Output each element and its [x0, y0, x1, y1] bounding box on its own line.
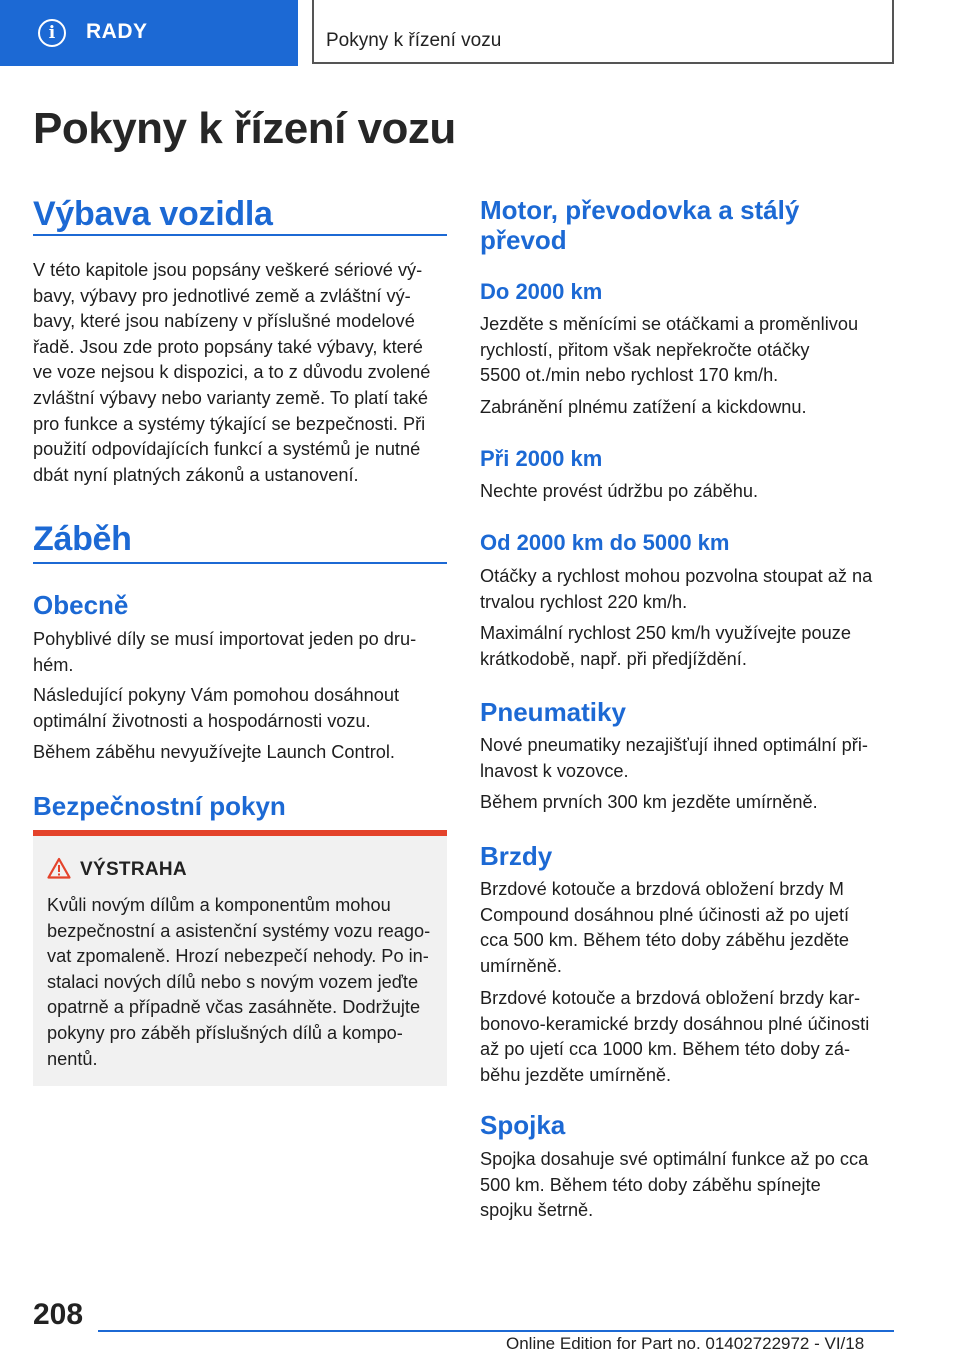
- paragraph-od-2000-1: Otáčky a rychlost mohou pozvolna stoupat až na trvalou rychlost 220 km/h.: [480, 566, 873, 612]
- warning-triangle-icon: [47, 857, 71, 879]
- heading-zabeh: Záběh: [33, 520, 132, 558]
- paragraph-do-2000-2: Zabránění plnému zatížení a kickdownu.: [480, 397, 807, 417]
- footer-edition: Online Edition for Part no. 01402722972 - VI/18: [506, 1334, 865, 1353]
- heading-bezpecnost: Bezpečnostní pokyn: [33, 791, 286, 821]
- heading-spojka: Spojka: [480, 1110, 566, 1140]
- paragraph-do-2000-1: Jezděte s měnícími se otáčkami a proměnlivou rychlostí, přitom však nepřekročte otáčky 5500 ot./min nebo rychlost 170 km/h.: [480, 314, 859, 386]
- heading-rule: [33, 562, 447, 564]
- warning-text: Kvůli novým dílům a komponentům mohou bezpečnostní a asistenční systémy vozu reago‐ vat zpomaleně. Hrozí nebezpečí nehody. Po in‐ stalaci nových dílů nebo s novým vozem jeďte opatrně a případně včas zasáhněte. Dodržujte pokyny pro záběh příslušných dílů a kompo‐ nentů.: [47, 895, 431, 1069]
- paragraph-vybava: V této kapitole jsou popsány veškeré sériové vý‐ bavy, výbavy pro jednotlivé země a zvláštní vý‐ bavy, které jsou nabízeny v příslušné modelové řadě. Jsou zde proto popsány také výbavy, které ve voze nejsou k dispozici, a to z důvodu zvolené zvláštní výbavy nebo varianty země. To platí také pro funkce a systémy týkající se bezpečnosti. Při použití odpovídajících funkcí a systémů je nutné dbát nyní platných zákonů a ustanovení.: [33, 260, 431, 485]
- paragraph-brzdy-2: Brzdové kotouče a brzdová obložení brzdy kar‐ bonovo-keramické brzdy dosáhnou plné účinosti až po ujetí cca 1000 km. Během této doby zá‐ běhu jezděte umírněně.: [480, 988, 870, 1085]
- paragraph-pri-2000: Nechte provést údržbu po záběhu.: [480, 481, 759, 501]
- paragraph-pneumatiky-1: Nové pneumatiky nezajišťují ihned optimální při‐ lnavost k vozovce.: [480, 735, 868, 781]
- heading-pri-2000: Při 2000 km: [480, 446, 603, 471]
- heading-vybava: Výbava vozidla: [33, 195, 273, 233]
- paragraph-pneumatiky-2: Během prvních 300 km jezděte umírněně.: [480, 792, 818, 812]
- heading-pneumatiky: Pneumatiky: [480, 697, 626, 727]
- heading-do-2000: Do 2000 km: [480, 279, 603, 304]
- heading-brzdy: Brzdy: [480, 841, 553, 871]
- footer-rule: [98, 1330, 894, 1332]
- page-number: 208: [33, 1298, 84, 1331]
- info-icon: i: [38, 19, 66, 47]
- paragraph-od-2000-2: Maximální rychlost 250 km/h využívejte pouze krátkodobě, např. při předjíždění.: [480, 623, 851, 669]
- paragraph-obecne-3: Během záběhu nevyužívejte Launch Control.: [33, 742, 395, 762]
- heading-motor: Motor, převodovka a stálý převod: [480, 195, 800, 255]
- paragraph-brzdy-1: Brzdové kotouče a brzdová obložení brzdy M Compound dosáhnou plné účinosti až po ujetí cca 500 km. Během této doby záběhu jezděte umírněně.: [480, 879, 850, 976]
- paragraph-obecne-1: Pohyblivé díly se musí importovat jeden po dru‐ hém.: [33, 629, 417, 675]
- paragraph-obecne-2: Následující pokyny Vám pomohou dosáhnout optimální životnosti a hospodárnosti vozu.: [33, 685, 399, 731]
- paragraph-spojka: Spojka dosahuje své optimální funkce až po cca 500 km. Během této doby záběhu spínejte spojku šetrně.: [480, 1149, 869, 1221]
- section-tab-rady[interactable]: [0, 0, 298, 66]
- chapter-header: [312, 0, 894, 64]
- heading-od-2000: Od 2000 km do 5000 km: [480, 530, 730, 555]
- chapter-header-title: Pokyny k řízení vozu: [326, 30, 502, 51]
- heading-rule: [33, 234, 447, 236]
- section-tab-label: RADY: [86, 20, 148, 43]
- heading-obecne: Obecně: [33, 590, 129, 620]
- warning-title: VÝSTRAHA: [80, 859, 187, 880]
- page-title: Pokyny k řízení vozu: [33, 104, 456, 153]
